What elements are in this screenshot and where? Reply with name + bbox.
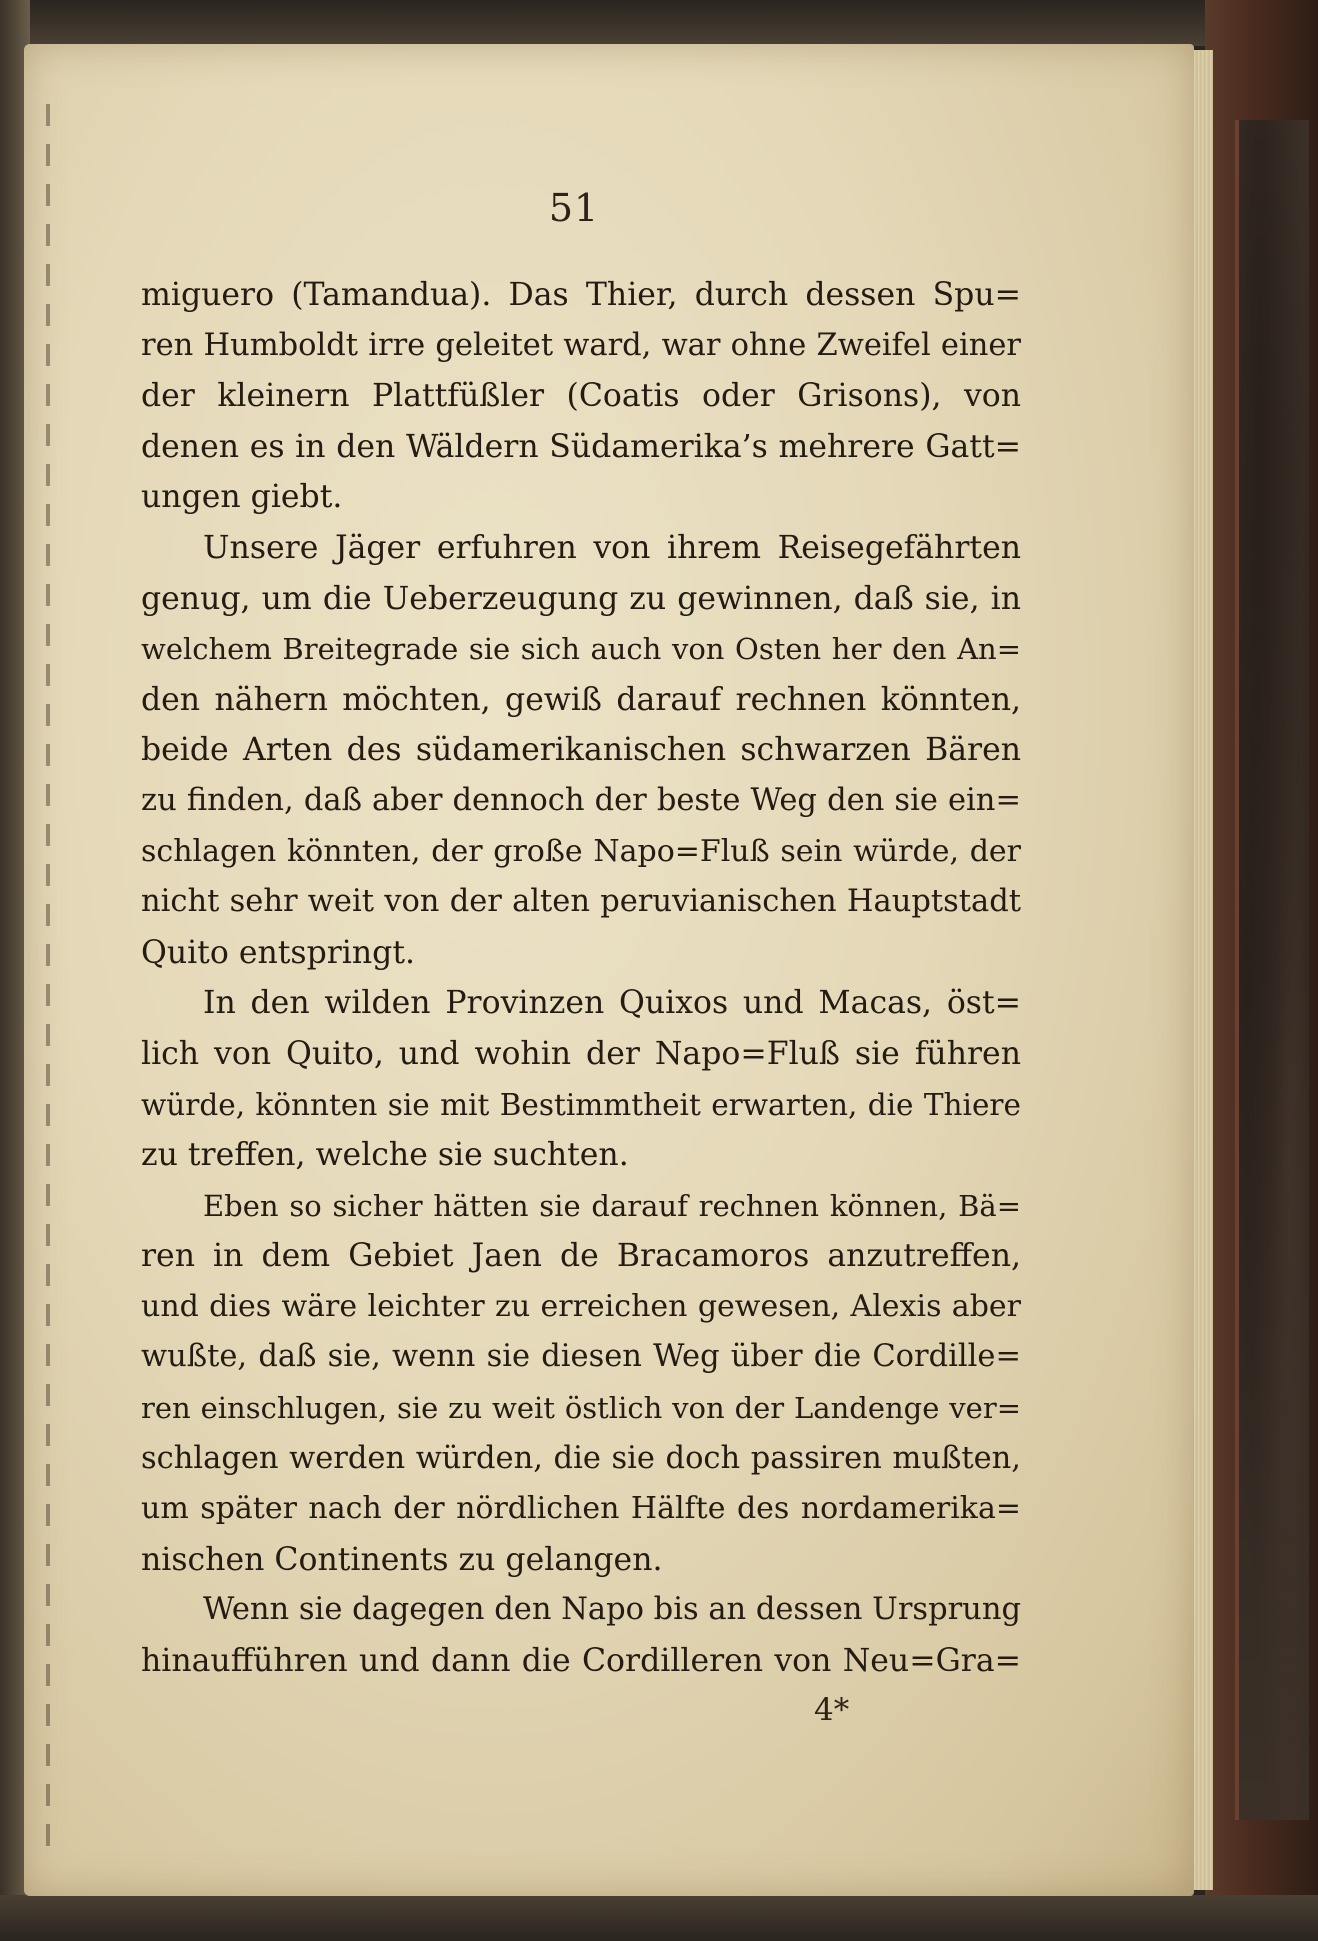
text-line: wußte, daß sie, wenn sie diesen Weg über die Cordille= (141, 1339, 1021, 1375)
text-line: Unsere Jäger erfuhren von ihrem Reisegefährten (203, 529, 1021, 566)
marbled-cover (1235, 120, 1309, 1820)
text-line: beide Arten des südamerikanischen schwarzen Bären (141, 732, 1021, 769)
text-line: Wenn sie dagegen den Napo bis an dessen Ursprung (203, 1592, 1021, 1628)
text-line: zu treffen, welche sie suchten. (141, 1137, 629, 1174)
page-number: 51 (548, 186, 600, 230)
text-line: nischen Continents zu gelangen. (141, 1541, 663, 1578)
text-line: hinaufführen und dann die Cordilleren von Neu=Gra= (141, 1643, 1021, 1680)
text-line: lich von Quito, und wohin der Napo=Fluß sie führen (141, 1035, 1021, 1072)
bottom-binding-edge (0, 1895, 1318, 1941)
text-line: miguero (Tamandua). Das Thier, durch dessen Spu= (141, 277, 1021, 313)
text-line: und dies wäre leichter zu erreichen gewesen, Alexis aber (141, 1288, 1021, 1324)
book-cover-right (1205, 0, 1318, 1941)
text-line: denen es in den Wäldern Südamerika’s mehrere Gatt= (141, 428, 1021, 465)
text-line: welchem Breitegrade sie sich auch von Osten her den An= (141, 632, 1021, 667)
text-line: zu finden, daß aber dennoch der beste Weg den sie ein= (141, 782, 1021, 818)
text-line: würde, könnten sie mit Bestimmtheit erwarten, die Thiere (141, 1087, 1021, 1122)
text-line: genug, um die Ueberzeugung zu gewinnen, daß sie, in (141, 580, 1021, 617)
text-line: schlagen könnten, der große Napo=Fluß sein würde, der (141, 833, 1021, 869)
text-line: Quito entspringt. (141, 934, 415, 971)
text-line: schlagen werden würden, die sie doch passiren mußten, (141, 1440, 1021, 1476)
body-text (141, 270, 1021, 1687)
text-line: um später nach der nördlichen Hälfte des nordamerika= (141, 1491, 1021, 1527)
gutter-stitching (46, 104, 50, 1864)
text-line: ren Humboldt irre geleitet ward, war ohne Zweifel einer (141, 327, 1021, 363)
text-line: ungen giebt. (141, 479, 343, 516)
text-line: In den wilden Provinzen Quixos und Macas, öst= (203, 985, 1021, 1022)
text-line: der kleinern Plattfüßler (Coatis oder Grisons), von (141, 378, 1021, 415)
text-line: nicht sehr weit von der alten peruvianischen Hauptstadt (141, 884, 1021, 920)
text-line: den nähern möchten, gewiß darauf rechnen könnten, (141, 681, 1021, 718)
top-binding-edge (0, 0, 1318, 46)
text-line: Eben so sicher hätten sie darauf rechnen können, Bä= (203, 1188, 1021, 1223)
text-line: ren einschlugen, sie zu weit östlich von der Landenge ver= (141, 1391, 1021, 1426)
sheet-signature: 4* (814, 1692, 850, 1728)
book-page (24, 44, 1194, 1896)
text-line: ren in dem Gebiet Jaen de Bracamoros anzutreffen, (141, 1238, 1021, 1275)
